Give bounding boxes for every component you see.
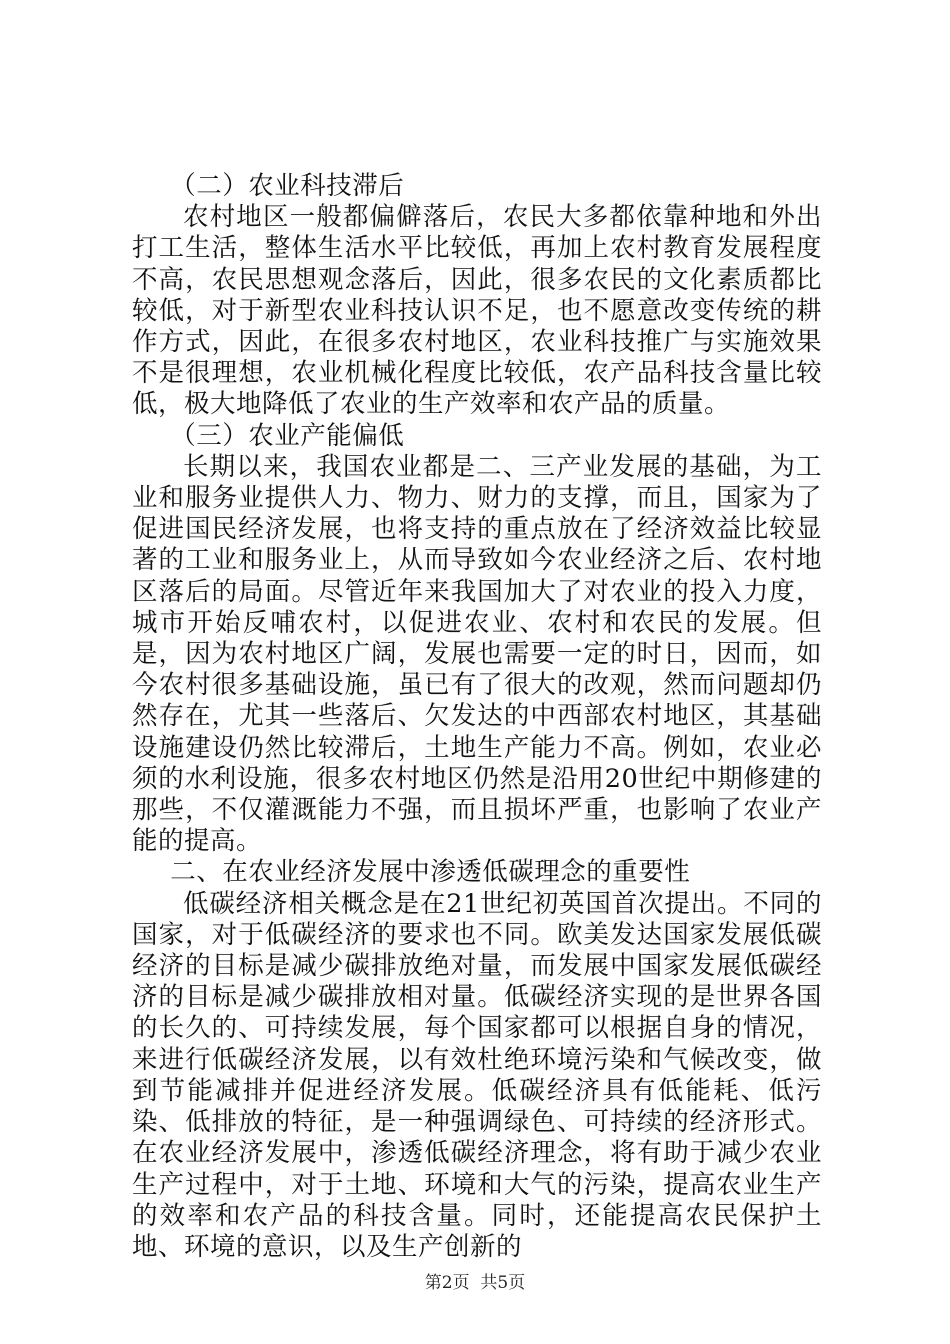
page-footer: 第2页 共5页 — [424, 1273, 526, 1293]
section-heading-agri-tech: （二）农业科技滞后 — [170, 171, 405, 201]
paragraph-capacity: 长期以来，我国农业都是二、三产业发展的基础，为工业和服务业提供人力、物力、财力的支撑，而且，国家为了促进国民经济发展，也将支持的重点放在了经济效益比较显著的工业和服务业上，从而导致如今农业经济之后、农村地区落后的局面。尽管近年来我国加大了对农业的投入力度，城市开始反哺农村，以促进农业、农村和农民的发展。但是，因为农村地区广阔，发展也需要一定的时日，因而，如今农村很多基础设施，虽已有了很大的改观，然而问题却仍然存在，尤其一些落后、欠发达的中西部农村地区，其基础设施建设仍然比较滞后，土地生产能力不高。例如，农业必须的水利设施，很多农村地区仍然是沿用20世纪中期修建的那些，不仅灌溉能力不强，而且损坏严重，也影响了农业产能的提高。 — [132, 451, 822, 857]
paragraph-low-carbon: 低碳经济相关概念是在21世纪初英国首次提出。不同的国家，对于低碳经济的要求也不同。欧美发达国家发展低碳经济的目标是减少碳排放绝对量，而发展中国家发展低碳经济的目标是减少碳排放相对量。低碳经济实现的是世界各国的长久的、可持续发展，每个国家都可以根据自身的情况，来进行低碳经济发展，以有效杜绝环境污染和气候改变，做到节能减排并促进经济发展。低碳经济具有低能耗、低污染、低排放的特征，是一种强调绿色、可持续的经济形式。在农业经济发展中，渗透低碳经济理念，将有助于减少农业生产过程中，对于土地、环境和大气的污染，提高农业生产的效率和农产品的科技含量。同时，还能提高农民保护土地、环境的意识，以及生产创新的 — [132, 888, 822, 1262]
paragraph-agri-tech: 农村地区一般都偏僻落后，农民大多都依靠种地和外出打工生活，整体生活水平比较低，再加上农村教育发展程度不高，农民思想观念落后，因此，很多农民的文化素质都比较低，对于新型农业科技认识不足，也不愿意改变传统的耕作方式，因此，在很多农村地区，农业科技推广与实施效果不是很理想，农业机械化程度比较低，农产品科技含量比较低，极大地降低了农业的生产效率和农产品的质量。 — [132, 202, 822, 420]
section-heading-capacity: （三）农业产能偏低 — [170, 420, 405, 451]
document-body — [132, 171, 822, 1263]
section-heading-low-carbon: 二、在农业经济发展中渗透低碳理念的重要性 — [170, 857, 691, 888]
